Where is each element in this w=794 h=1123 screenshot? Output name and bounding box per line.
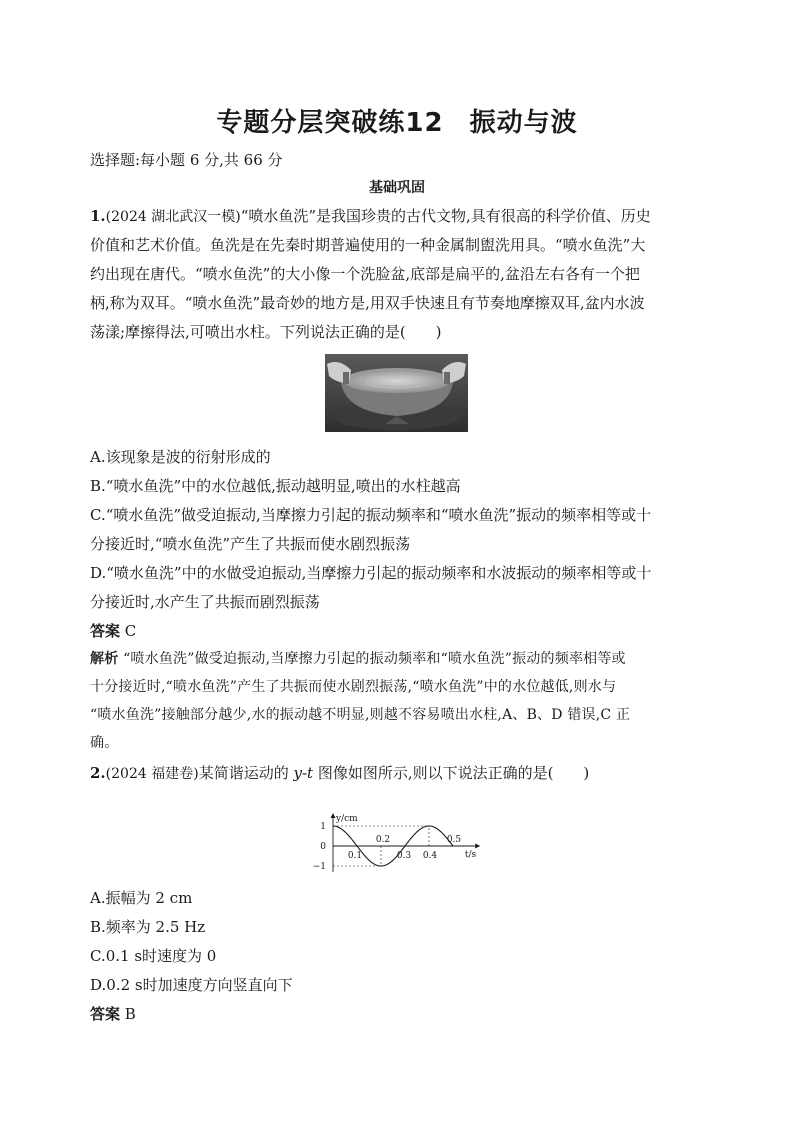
x-tick-0.5: 0.5: [446, 835, 462, 845]
y-tick-0: 0: [320, 842, 326, 852]
q2-answer: [90, 1004, 710, 1024]
analysis-label: 解析: [90, 651, 119, 667]
answer-label: 答案: [90, 1005, 121, 1023]
chart-labels: [313, 814, 477, 872]
q2-option-a: A.振幅为 2 cm: [90, 889, 193, 907]
intro-text: 选择题:每小题 6 分,共 66 分: [90, 151, 283, 169]
q1-option-d: D.“喷水鱼洗”中的水做受迫振动,当摩擦力引起的振动频率和水波振动的频率相等或十: [90, 564, 652, 582]
y-axis-arrow: [331, 813, 336, 818]
q1-analysis-line-3: “喷水鱼洗”接触部分越少,水的振动越不明显,则越不容易喷出水柱,A、B、D 错误,C 正: [90, 707, 631, 723]
x-tick-0.3: 0.3: [396, 851, 412, 861]
q1-option-d-cont: 分接近时,水产生了共振而剧烈振荡: [90, 593, 320, 611]
x-axis-arrow: [475, 844, 480, 849]
q1-line-3: 约出现在唐代。“喷水鱼洗”的大小像一个洗脸盆,底部是扁平的,盆沿左右各有一个把: [90, 265, 640, 283]
q2-option-b: B.频率为 2.5 Hz: [90, 918, 206, 936]
q1-source: (2024 湖北武汉一模): [105, 209, 241, 225]
fish-basin-photo: [325, 354, 468, 432]
q1-line-5: 荡漾;摩擦得法,可喷出水柱。下列说法正确的是( ): [90, 323, 442, 341]
q1-option-a: A.该现象是波的衍射形成的: [90, 448, 271, 466]
section-heading: 基础巩固: [369, 180, 425, 196]
q1-option-b: B.“喷水鱼洗”中的水位越低,振动越明显,喷出的水柱越高: [90, 477, 461, 495]
q2-option-d: D.0.2 s时加速度方向竖直向下: [90, 976, 293, 994]
answer-value: B: [124, 1005, 136, 1023]
x-axis-label: t/s: [464, 850, 477, 860]
q2-option-c: C.0.1 s时速度为 0: [90, 947, 217, 965]
x-tick-0.2: 0.2: [375, 835, 391, 845]
x-tick-0.4: 0.4: [422, 851, 438, 861]
q1-option-c: C.“喷水鱼洗”做受迫振动,当摩擦力引起的振动频率和“喷水鱼洗”振动的频率相等或十: [90, 506, 652, 524]
answer-label: 答案: [90, 622, 121, 640]
q1-line-4: 柄,称为双耳。“喷水鱼洗”最奇妙的地方是,用双手快速且有节奏地摩擦双耳,盆内水波: [90, 294, 645, 312]
q1-option-c-cont: 分接近时,“喷水鱼洗”产生了共振而使水剧烈振荡: [90, 535, 411, 553]
q2-variable: y-t: [293, 764, 314, 782]
q1-line-1: [90, 206, 710, 227]
q1-line-2: 价值和艺术价值。鱼洗是在先秦时期普遍使用的一种金属制盥洗用具。“喷水鱼洗”大: [90, 236, 646, 254]
y-tick-1: 1: [320, 822, 326, 832]
title-topic: 振动与波: [469, 108, 578, 138]
q1-number: 1.: [90, 207, 106, 225]
shm-yt-chart: [308, 813, 488, 883]
q1-analysis-line-2: 十分接近时,“喷水鱼洗”产生了共振而使水剧烈振荡,“喷水鱼洗”中的水位越低,则水与: [90, 679, 617, 695]
q2-source: (2024 福建卷): [105, 766, 199, 782]
y-tick-neg1: −1: [312, 862, 326, 872]
q1-analysis-line-4: 确。: [90, 735, 119, 751]
answer-value: C: [124, 622, 137, 640]
y-axis-label: y/cm: [336, 814, 358, 824]
page-title: [0, 102, 794, 139]
q1-text: “喷水鱼洗”是我国珍贵的古代文物,具有很高的科学价值、历史: [240, 207, 651, 225]
x-tick-0.1: 0.1: [347, 851, 363, 861]
q2-stem: 2.(2024 福建卷)某简谐运动的 y-t 图像如图所示,则以下说法正确的是( ): [90, 764, 590, 782]
q2-number: 2.: [90, 764, 106, 782]
q1-answer: [90, 621, 710, 641]
title-main: 专题分层突破练12: [216, 108, 444, 138]
q1-analysis-line-1: 解析 “喷水鱼洗”做受迫振动,当摩擦力引起的振动频率和“喷水鱼洗”振动的频率相等或: [90, 651, 626, 667]
